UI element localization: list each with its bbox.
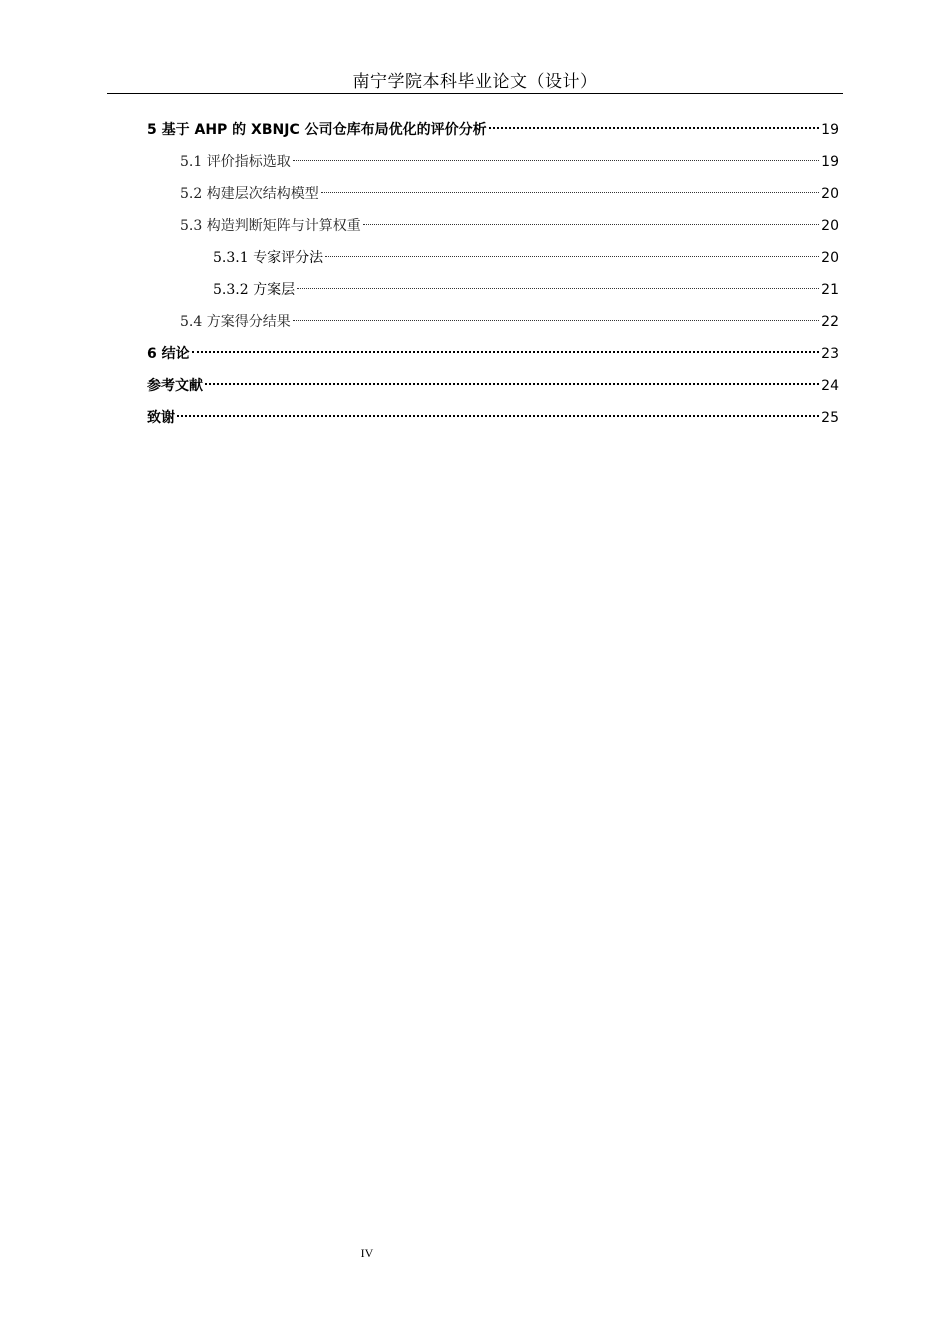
toc-leader-dots [205,383,819,385]
toc-entry-label: 5.1 评价指标选取 [180,154,291,170]
toc-entry-page: 23 [821,346,839,362]
toc-entry[interactable] [147,244,839,276]
toc-entry-label: 参考文献 [147,378,203,394]
toc-leader-dots [293,160,819,161]
toc-leader-dots [293,320,819,321]
toc-leader-dots [321,192,819,193]
toc-entry[interactable] [147,148,839,180]
toc-entry-label: 5.3.1 专家评分法 [213,250,324,266]
toc-entry-page: 20 [821,250,839,266]
toc-entry[interactable] [147,116,839,148]
toc-entry-page: 21 [821,282,839,298]
toc-entry[interactable] [147,340,839,372]
toc-entry-page: 19 [821,154,839,170]
toc-entry-page: 20 [821,218,839,234]
toc-leader-dots [489,127,820,129]
page-number: IV [360,1246,374,1260]
toc-entry-label: 致谢 [147,410,175,426]
toc-entry-page: 19 [821,122,839,138]
toc-entry-label: 5.4 方案得分结果 [180,314,291,330]
toc-leader-dots [297,288,819,289]
toc-entry[interactable] [147,276,839,308]
toc-entry[interactable] [147,212,839,244]
toc-leader-dots [177,415,819,417]
toc-entry-label: 5.2 构建层次结构模型 [180,186,319,202]
toc-entry-label: 5 基于 AHP 的 XBNJC 公司仓库布局优化的评价分析 [147,122,487,138]
header-divider [107,93,843,94]
toc-entry-label: 5.3.2 方案层 [213,282,296,298]
table-of-contents [147,116,839,436]
toc-entry-page: 22 [821,314,839,330]
page-header-title: 南宁学院本科毕业论文（设计） [352,72,598,92]
toc-entry[interactable] [147,308,839,340]
toc-entry-page: 24 [821,378,839,394]
toc-entry-label: 6 结论 [147,346,190,362]
toc-entry[interactable] [147,180,839,212]
toc-entry-label: 5.3 构造判断矩阵与计算权重 [180,218,361,234]
toc-entry[interactable] [147,372,839,404]
toc-leader-dots [192,351,820,353]
toc-entry-page: 25 [821,410,839,426]
toc-entry-page: 20 [821,186,839,202]
toc-entry[interactable] [147,404,839,436]
toc-leader-dots [363,224,819,225]
toc-leader-dots [325,256,819,257]
